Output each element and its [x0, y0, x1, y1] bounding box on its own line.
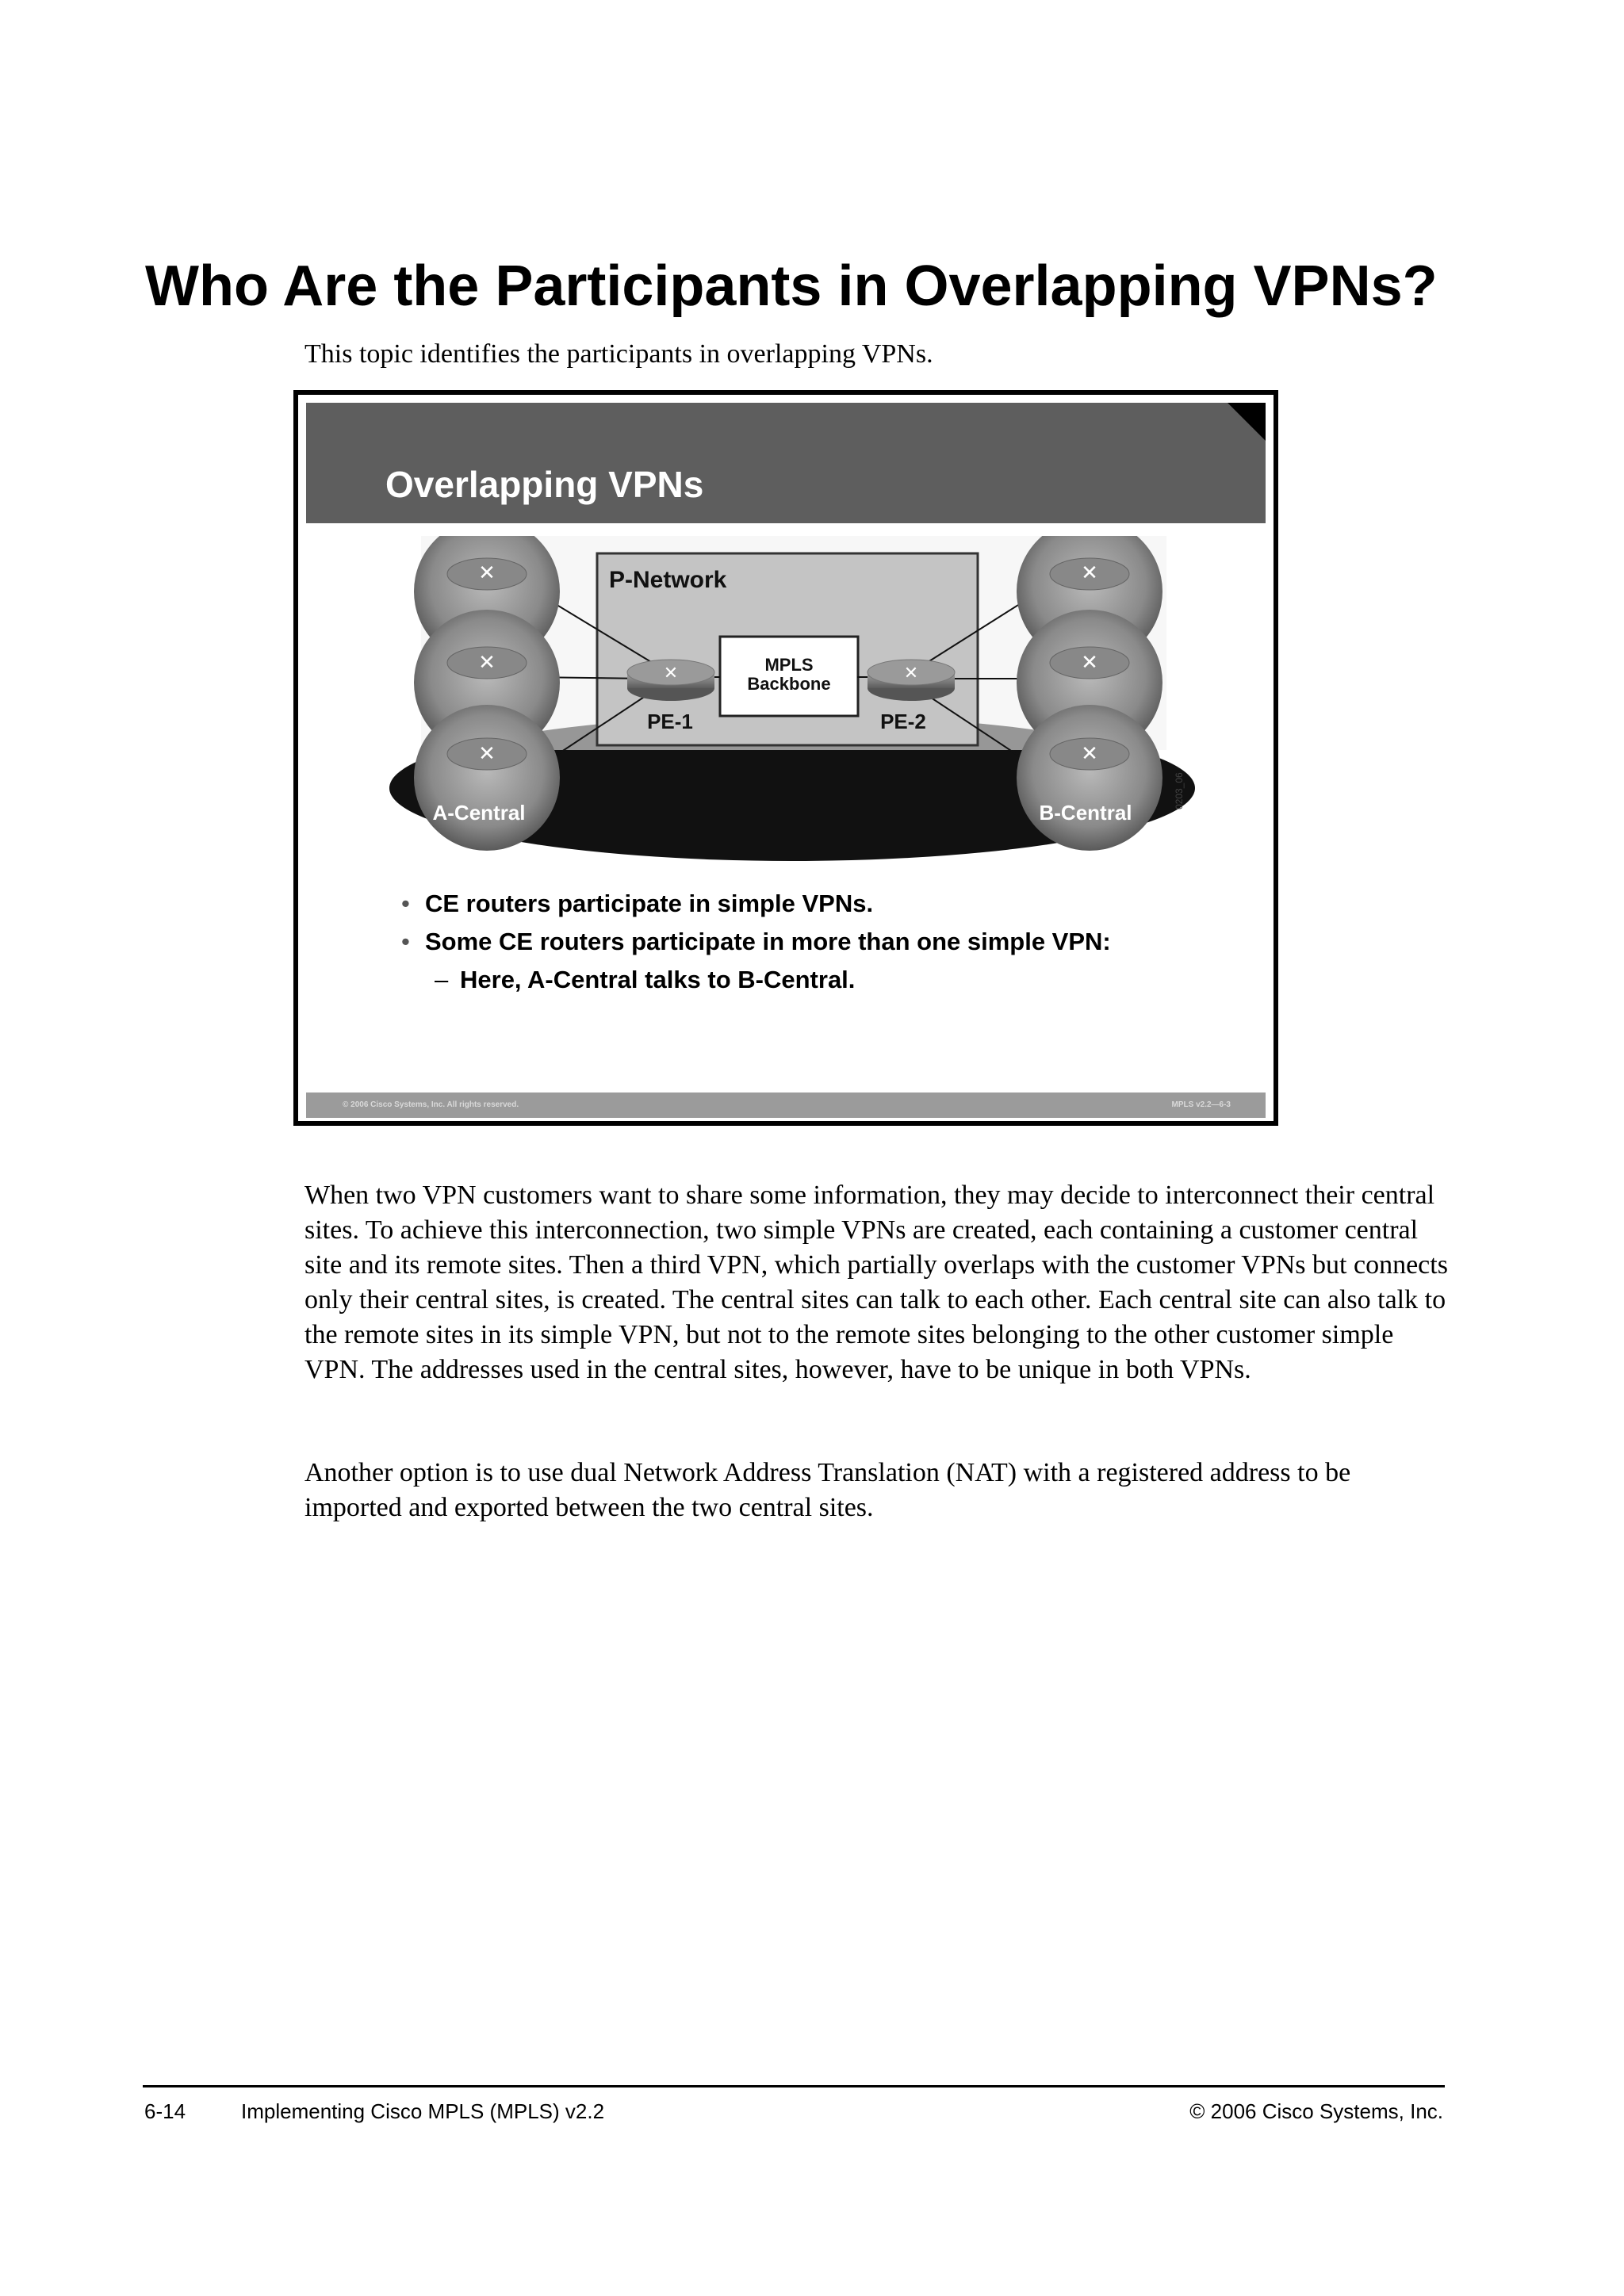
footer-rule [143, 2085, 1445, 2087]
slide-figure [293, 390, 1278, 1126]
svg-text:PE-2: PE-2 [880, 710, 926, 733]
network-diagram [389, 536, 1198, 861]
slide-footer [306, 1093, 1266, 1118]
footer-book-title: Implementing Cisco MPLS (MPLS) v2.2 [241, 2099, 605, 2123]
svg-text:✕: ✕ [478, 561, 496, 585]
sub-bullet-item: – Here, A-Central talks to B-Central. [401, 961, 1111, 999]
slide-bullet-list [401, 885, 1111, 999]
body-paragraph-1: When two VPN customers want to share some information, they may decide to interconnect their central sites. To achieve this interconnection, two simple VPNs are created, each containing a customer central site and its remote sites. Then a third VPN, which partially overlaps with the customer VPNs but connects only their central sites, is created. The central sites can talk to each other. Each central site can also talk to the remote sites in its simple VPN, but not to the remote sites belonging to the other customer simple VPN. The addresses used in the central sites, however, have to be unique in both VPNs. [304, 1181, 1448, 1384]
svg-text:✕: ✕ [1081, 651, 1098, 675]
bullet-item: • Some CE routers participate in more than one simple VPN: [401, 923, 1111, 961]
page-title: Who Are the Participants in Overlapping VPNs? [145, 254, 1438, 318]
backbone-label-mpls: MPLS [764, 655, 814, 675]
slide-header [306, 403, 1266, 523]
slide-title: Overlapping VPNs [385, 464, 704, 505]
footer-copyright: © 2006 Cisco Systems, Inc. [1189, 2099, 1443, 2123]
p-network-label: P-Network [609, 567, 727, 593]
bullet-item: • CE routers participate in simple VPNs. [401, 885, 1111, 923]
slide-copyright: © 2006 Cisco Systems, Inc. All rights reserved. [343, 1100, 519, 1109]
svg-text:B-Central: B-Central [1039, 801, 1132, 825]
slide-number: MPLS v2.2—6-3 [1171, 1100, 1231, 1109]
body-paragraph-2: Another option is to use dual Network Address Translation (NAT) with a registered address to be imported and exported between the two central sites. [304, 1458, 1351, 1522]
intro-text: This topic identifies the participants in overlapping VPNs. [304, 339, 933, 369]
svg-text:✕: ✕ [663, 664, 679, 683]
slide-corner-decoration [1228, 403, 1266, 441]
backbone-label-backbone: Backbone [747, 674, 831, 694]
svg-text:✕: ✕ [1081, 561, 1098, 585]
svg-text:✕: ✕ [478, 742, 496, 766]
svg-text:✕: ✕ [903, 664, 919, 683]
svg-text:PE-1: PE-1 [647, 710, 693, 733]
svg-text:A-Central: A-Central [432, 801, 526, 825]
router-a-central [414, 705, 560, 851]
footer-page-number: 6-14 [144, 2099, 186, 2123]
svg-text:✕: ✕ [478, 651, 496, 675]
svg-text:✕: ✕ [1081, 742, 1098, 766]
router-b-central [1017, 705, 1162, 851]
figure-id: 0203_06 [1174, 772, 1185, 809]
